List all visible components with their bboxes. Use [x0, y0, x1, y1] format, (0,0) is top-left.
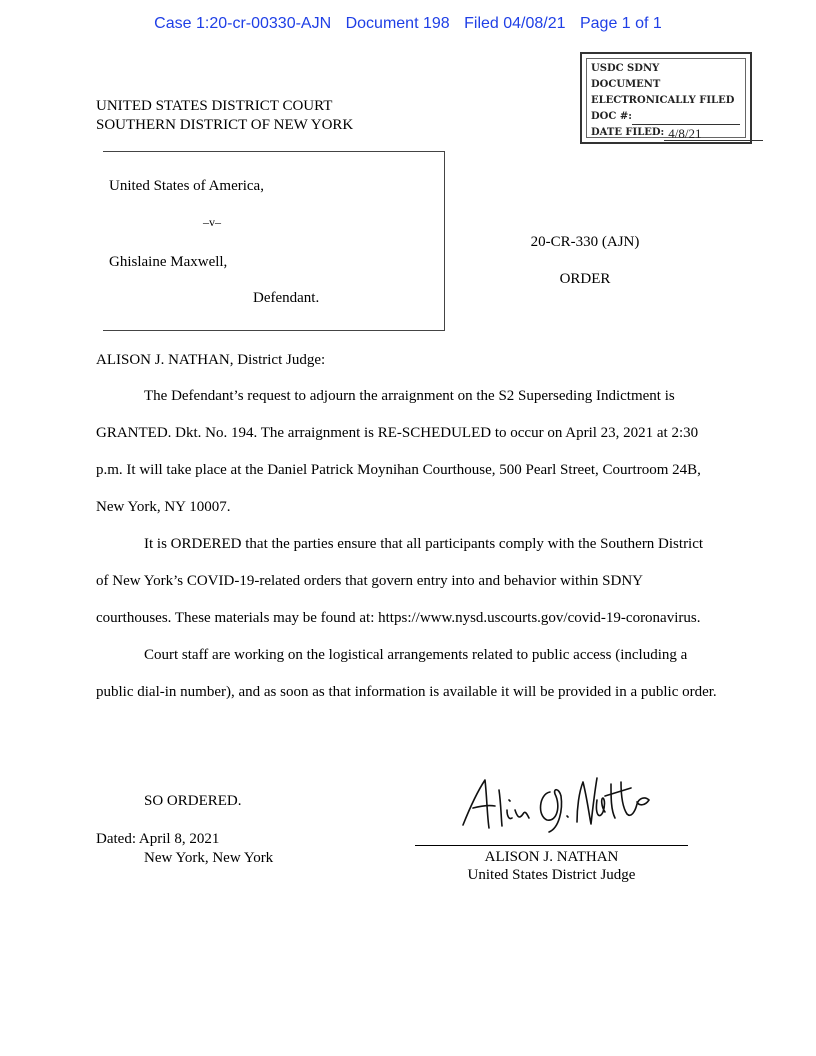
- so-ordered: SO ORDERED.: [144, 793, 242, 809]
- caption-plaintiff: United States of America,: [109, 178, 264, 194]
- ecf-case-number: Case 1:20-cr-00330-AJN: [154, 15, 332, 32]
- ecf-filed-date: Filed 04/08/21: [464, 15, 566, 32]
- signature-line: [415, 845, 688, 846]
- court-name: [96, 97, 353, 135]
- stamp-date-value: 4/8/21: [664, 127, 763, 141]
- stamp-line-document: DOCUMENT: [591, 79, 661, 90]
- paragraph-covid-orders: It is ORDERED that the parties ensure that all participants comply with the Southern District of New York’s COVID-19-related orders that govern entry into and behavior within SDNY courthouses. These materials may be found at: https://www.nysd.uscourts.gov/covid-19-coronavirus.: [96, 536, 704, 626]
- paragraph-public-access: Court staff are working on the logistical arrangements related to public access (including a public dial-in number), and as soon as that information is available it will be provided in a public order.: [96, 647, 717, 700]
- stamp-date-filed: [591, 125, 741, 141]
- case-caption-box: [103, 151, 445, 331]
- stamp-line-electronically-filed: ELECTRONICALLY FILED: [591, 95, 735, 106]
- dated-location: New York, New York: [144, 850, 274, 866]
- judge-signature: [455, 770, 655, 840]
- judge-name: ALISON J. NATHAN: [484, 849, 619, 865]
- stamp-date-label: DATE FILED:: [591, 127, 665, 138]
- filing-stamp: [580, 52, 752, 144]
- paragraph-adjournment: The Defendant’s request to adjourn the arraignment on the S2 Superseding Indictment is GRANTED. Dkt. No. 194. The arraignment is RE-SCHEDULED to occur on April 23, 2021 at 2:30 p.m. It will take place at the Daniel Patrick Moynihan Courthouse, 500 Pearl Street, Courtroom 24B, New York, NY 10007.: [96, 388, 701, 515]
- ecf-document-number: Document 198: [345, 15, 450, 32]
- ecf-header: [0, 15, 816, 33]
- case-number: 20-CR-330 (AJN): [530, 234, 640, 250]
- document-type: ORDER: [559, 271, 611, 287]
- ecf-page-number: Page 1 of 1: [579, 15, 662, 32]
- signature-name-block: [415, 848, 688, 884]
- judge-title: United States District Judge: [467, 867, 636, 883]
- caption-defendant-name: Ghislaine Maxwell,: [109, 254, 228, 270]
- caption-versus: –v–: [203, 215, 221, 229]
- stamp-doc-number: [591, 109, 741, 125]
- judge-intro: ALISON J. NATHAN, District Judge:: [96, 352, 326, 368]
- caption-defendant-label: Defendant.: [253, 290, 320, 306]
- case-number-block: [522, 233, 648, 289]
- dated-block: [96, 830, 273, 868]
- court-line-1: UNITED STATES DISTRICT COURT: [96, 98, 333, 114]
- dated-date: Dated: April 8, 2021: [96, 831, 220, 847]
- court-line-2: SOUTHERN DISTRICT OF NEW YORK: [96, 117, 354, 133]
- stamp-doc-label: DOC #:: [591, 111, 632, 122]
- stamp-line-sdny: USDC SDNY: [591, 63, 660, 74]
- order-body: [96, 378, 718, 711]
